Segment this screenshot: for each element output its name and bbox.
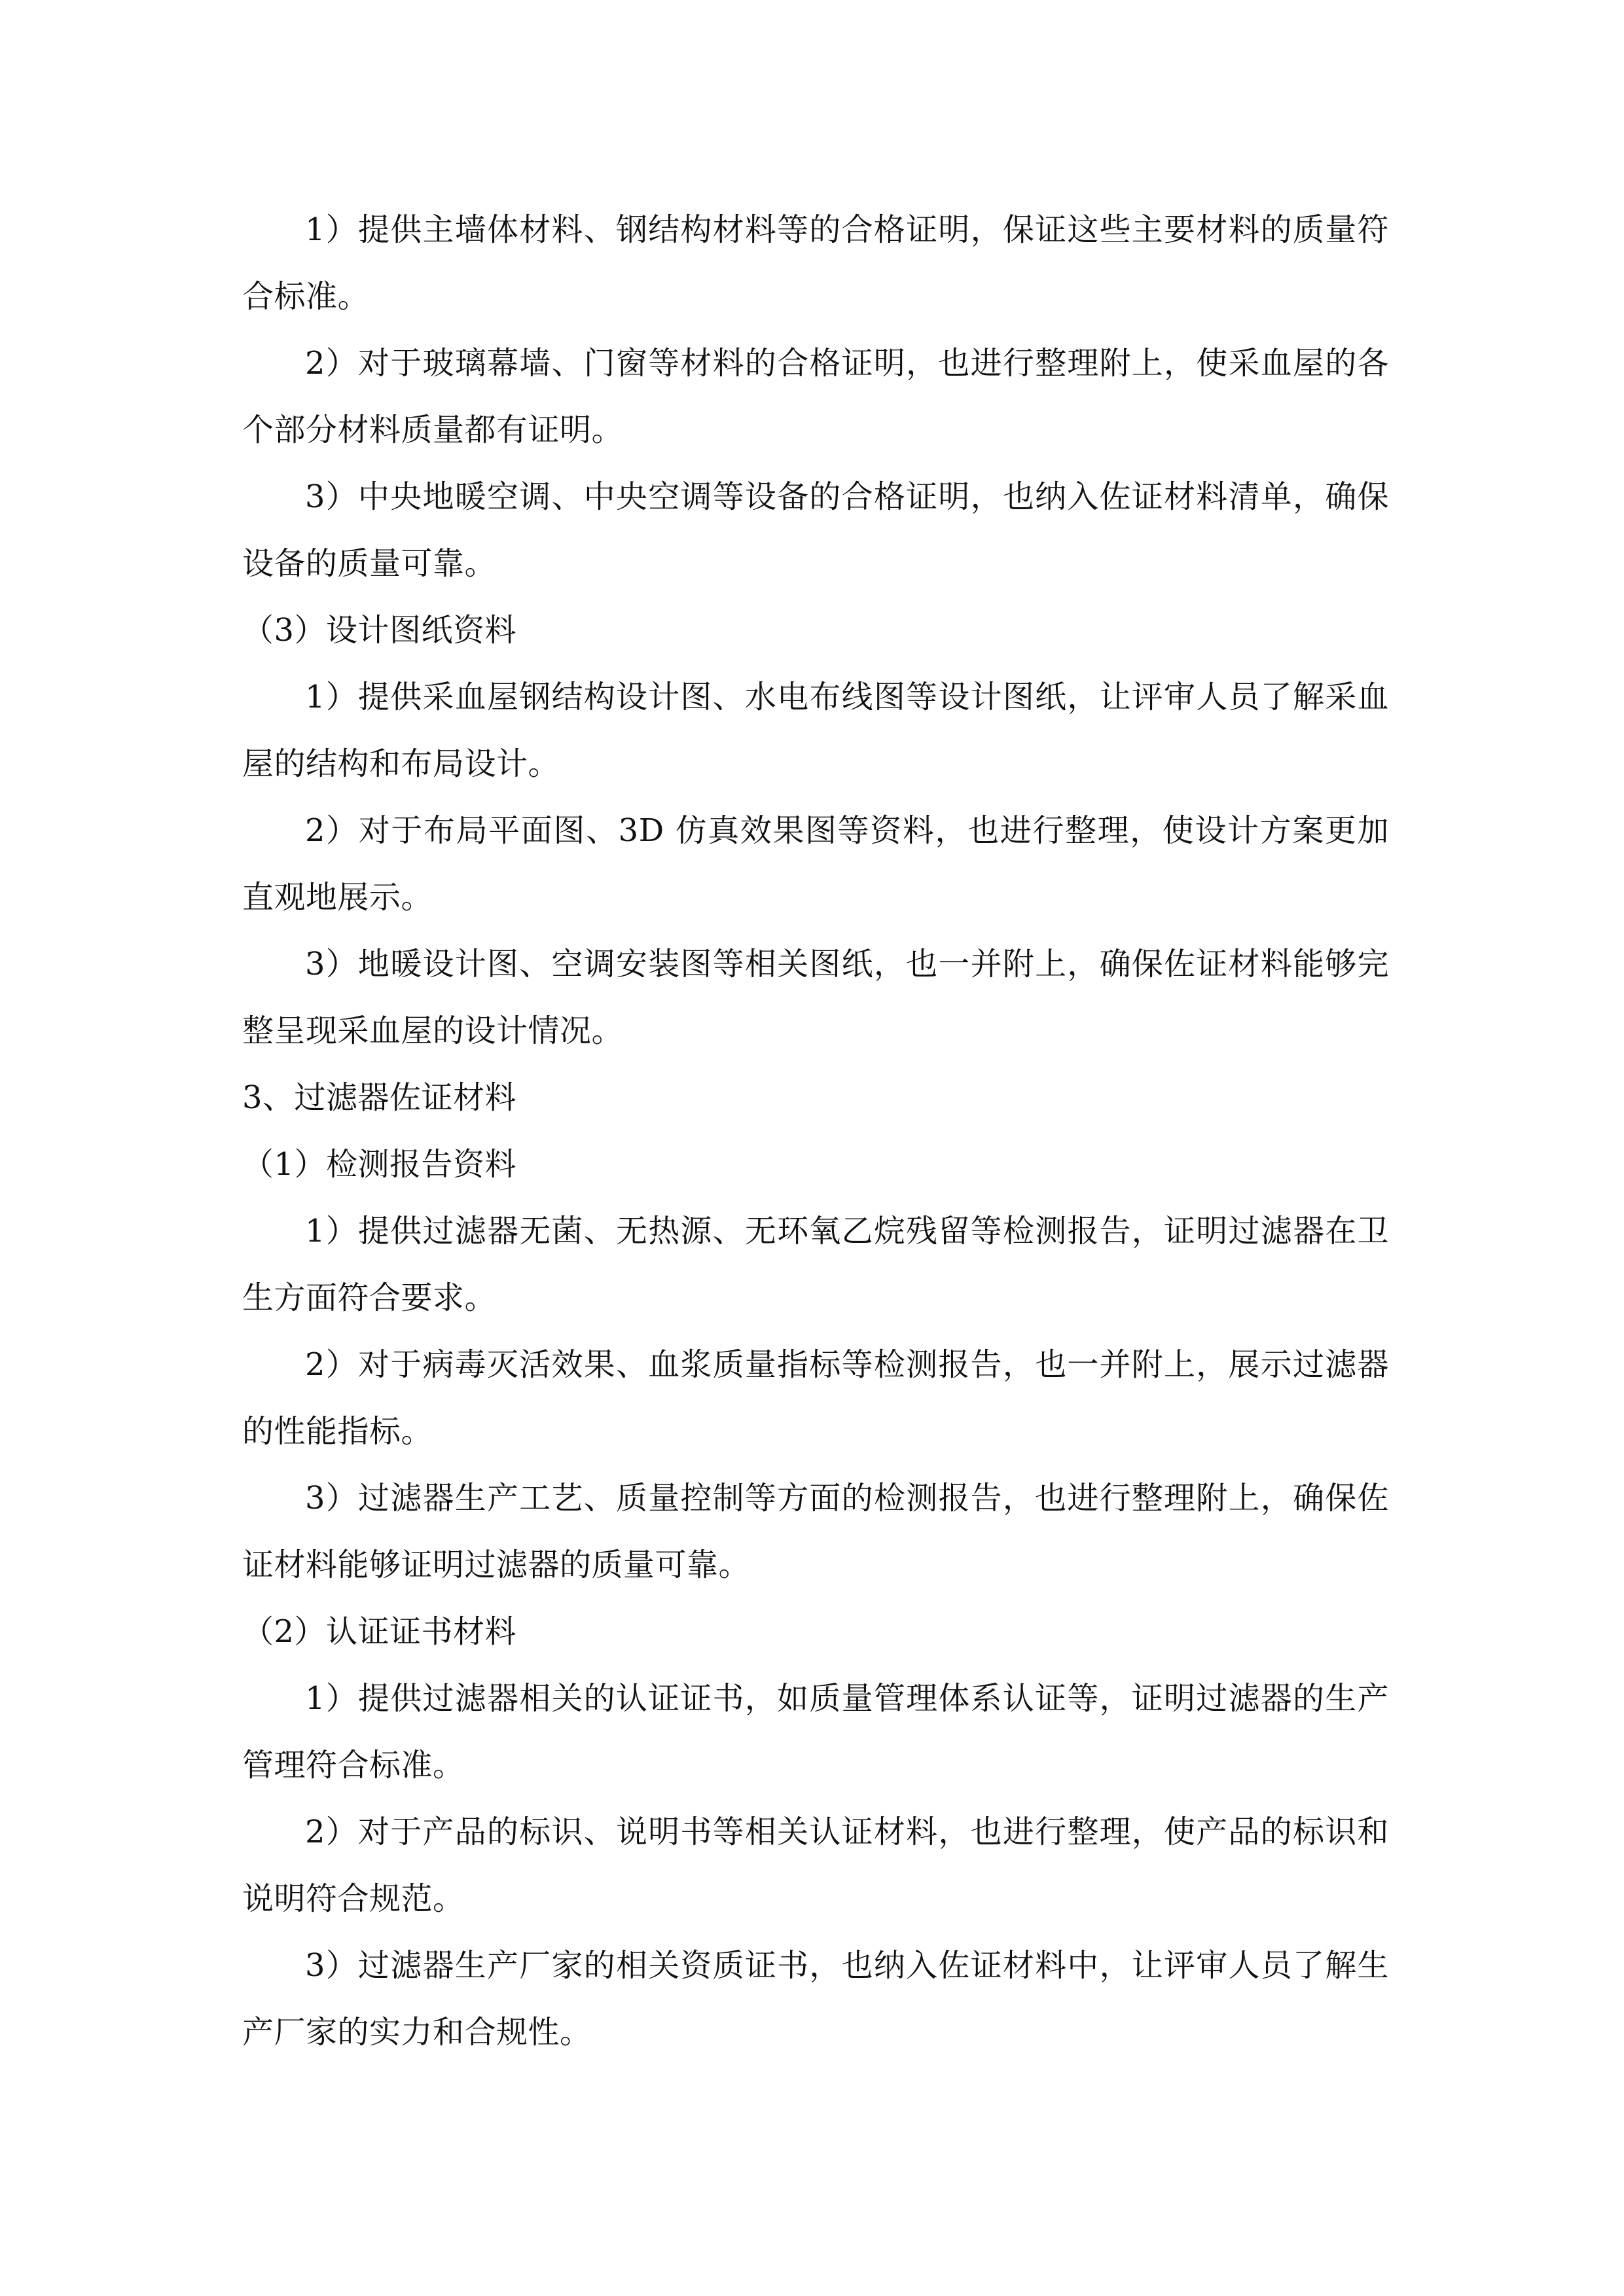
paragraph-3: 3）中央地暖空调、中央空调等设备的合格证明，也纳入佐证材料清单，确保设备的质量可靠。 xyxy=(242,478,1389,582)
paragraph-12: 3）过滤器生产厂家的相关资质证书，也纳入佐证材料中，让评审人员了解生产厂家的实力和合规性。 xyxy=(242,1947,1389,2051)
document-body xyxy=(242,196,1389,2066)
paragraph-7: 1）提供过滤器无菌、无热源、无环氧乙烷残留等检测报告，证明过滤器在卫生方面符合要求。 xyxy=(242,1213,1389,1316)
section-heading-test-reports: （1）检测报告资料 xyxy=(242,1146,517,1183)
paragraph-5: 2）对于布局平面图、3D 仿真效果图等资料，也进行整理，使设计方案更加直观地展示。 xyxy=(242,812,1389,916)
paragraph-2: 2）对于玻璃幕墙、门窗等材料的合格证明，也进行整理附上，使采血屋的各个部分材料质量都有证明。 xyxy=(242,345,1389,448)
paragraph-9: 3）过滤器生产工艺、质量控制等方面的检测报告，也进行整理附上，确保佐证材料能够证明过滤器的质量可靠。 xyxy=(242,1480,1389,1583)
paragraph-4: 1）提供采血屋钢结构设计图、水电布线图等设计图纸，让评审人员了解采血屋的结构和布局设计。 xyxy=(242,679,1389,782)
paragraph-1: 1）提供主墙体材料、钢结构材料等的合格证明，保证这些主要材料的质量符合标准。 xyxy=(242,211,1389,315)
paragraph-11: 2）对于产品的标识、说明书等相关认证材料，也进行整理，使产品的标识和说明符合规范。 xyxy=(242,1814,1389,1917)
section-heading-certificates: （2）认证证书材料 xyxy=(242,1613,517,1650)
section-heading-design-drawings: （3）设计图纸资料 xyxy=(242,612,517,649)
paragraph-10: 1）提供过滤器相关的认证证书，如质量管理体系认证等，证明过滤器的生产管理符合标准。 xyxy=(242,1680,1389,1784)
paragraph-6: 3）地暖设计图、空调安装图等相关图纸，也一并附上，确保佐证材料能够完整呈现采血屋的设计情况。 xyxy=(242,946,1389,1049)
paragraph-8: 2）对于病毒灭活效果、血浆质量指标等检测报告，也一并附上，展示过滤器的性能指标。 xyxy=(242,1346,1389,1450)
section-heading-filter-evidence: 3、过滤器佐证材料 xyxy=(242,1079,517,1116)
